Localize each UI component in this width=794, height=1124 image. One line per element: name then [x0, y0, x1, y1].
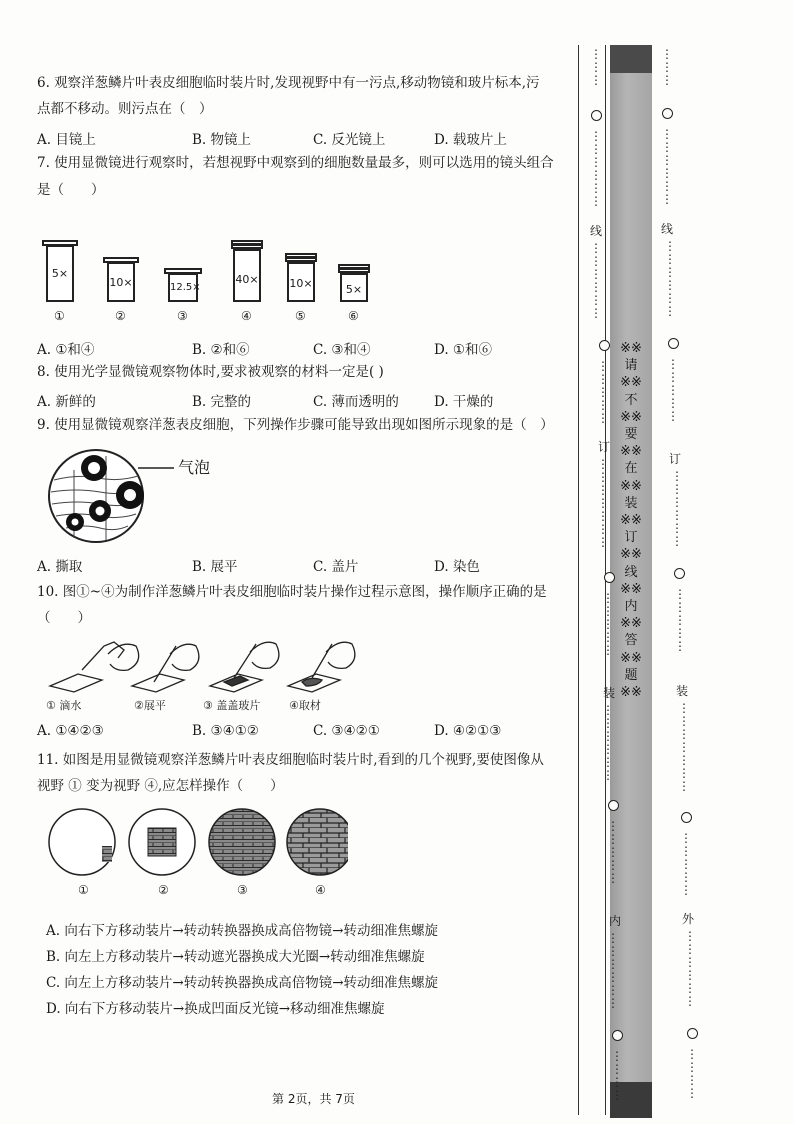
q11-stem-line1: 11. 如图是用显微镜观察洋葱鳞片叶表皮细胞临时装片时,看到的几个视野,要使图像从	[37, 752, 544, 768]
view-2-num: ②	[158, 883, 169, 897]
q9-option-a: A. 撕取	[37, 559, 83, 575]
outer-label-order: 订	[669, 452, 682, 466]
view-3-num: ③	[237, 883, 248, 897]
lens-3	[168, 273, 201, 302]
inner-dots-9: ⋮ ⋮ ⋮ ⋮ ⋮ ⋮	[607, 931, 619, 1010]
q9-option-b: B. 展平	[192, 559, 238, 575]
q7-option-a: A. ①和④	[37, 342, 95, 358]
q11-option-c: C. 向左上方移动装片→转动转换器换成高倍物镜→转动细准焦螺旋	[46, 975, 439, 991]
view-2-object	[148, 828, 176, 856]
q9-option-c: C. 盖片	[313, 559, 359, 575]
lens-6	[340, 273, 368, 302]
lens-5-num: ⑤	[295, 309, 306, 323]
outer-circle-1	[662, 108, 673, 119]
q10-stem-line1: 10. 图①~④为制作洋葱鳞片叶表皮细胞临时装片操作过程示意图，操作顺序正确的是	[37, 584, 547, 600]
binding-notice: ※※请※※不※※要※※在※※装※※订※※线※※内※※答※※题※※	[620, 341, 642, 701]
outer-dots-6: ⋮ ⋮ ⋮ ⋮ ⋮	[674, 587, 686, 653]
binding-band-top	[610, 45, 652, 73]
q8-option-b: B. 完整的	[192, 394, 252, 410]
inner-dots-5: ⋮ ⋮ ⋮ ⋮ ⋮ ⋮ ⋮	[597, 457, 609, 549]
q10-option-c: C. ③④②①	[313, 723, 380, 739]
outer-label-outer: 外	[682, 912, 695, 926]
inner-dots-10: ⋮ ⋮ ⋮ ⋮	[611, 1049, 623, 1102]
q6-option-b: B. 物镜上	[192, 132, 252, 148]
step-4-label: ④取材	[289, 699, 321, 712]
q10-option-a: A. ①④②③	[37, 723, 104, 739]
step-1-hand	[108, 644, 139, 670]
view-1-num: ①	[78, 883, 89, 897]
view-3	[209, 809, 275, 875]
q11-option-a: A. 向右下方移动装片→转动转换器换成高倍物镜→转动细准焦螺旋	[46, 923, 438, 939]
step-3-label: ③ 盖盖玻片	[203, 699, 261, 712]
lens-1-label: 5×	[51, 267, 69, 280]
bubble-2-center	[124, 489, 136, 501]
outer-dots-8: ⋮ ⋮ ⋮ ⋮ ⋮	[680, 831, 692, 897]
q8-option-c: C. 薄而透明的	[313, 394, 399, 410]
outer-dots-2: ⋮ ⋮ ⋮ ⋮ ⋮ ⋮	[661, 127, 673, 206]
q10-option-b: B. ③④①②	[192, 723, 259, 739]
bubble-3-center	[96, 507, 105, 516]
lens-2-num: ②	[115, 309, 126, 323]
q9-option-d: D. 染色	[434, 559, 480, 575]
view-1-object	[102, 846, 112, 862]
bubble-label: 气泡	[178, 458, 211, 477]
inner-dots-7: ⋮ ⋮ ⋮ ⋮ ⋮ ⋮	[602, 703, 614, 782]
bubble-4-center	[72, 519, 79, 526]
lens-4-label: 40×	[235, 273, 259, 286]
inner-label-inner: 内	[609, 914, 622, 928]
q6-option-d: D. 载玻片上	[434, 132, 507, 148]
inner-circle-4	[608, 800, 619, 811]
view-4	[287, 809, 348, 875]
q6-option-c: C. 反光镜上	[313, 132, 386, 148]
lens-6-label: 5×	[345, 283, 363, 296]
outer-dots-3: ⋮ ⋮ ⋮ ⋮ ⋮ ⋮	[664, 239, 676, 318]
lens-3-label: 12.5×	[170, 282, 201, 293]
lens-4-num: ④	[241, 309, 252, 323]
step-3-coverslip	[224, 676, 248, 686]
outer-dots-1: ⋮ ⋮ ⋮	[661, 47, 673, 87]
lens-1-num: ①	[54, 309, 65, 323]
step-2-label: ②展平	[134, 699, 166, 712]
inner-circle-3	[604, 572, 615, 583]
inner-dots-1: ⋮ ⋮ ⋮	[590, 47, 602, 87]
inner-circle-1	[591, 110, 602, 121]
q10-stem-line2: （ ）	[37, 610, 91, 626]
lens-2-label: 10×	[109, 276, 133, 289]
page-footer: 第 2页，共 7页	[272, 1092, 355, 1106]
lens-5-label: 10×	[289, 277, 313, 290]
views-figure	[48, 808, 348, 880]
inner-label-bind: 装	[603, 686, 616, 700]
lens-4	[233, 249, 261, 302]
q7-option-b: B. ②和⑥	[192, 342, 250, 358]
bubble-1-center	[88, 462, 100, 474]
outer-label-line: 线	[661, 222, 674, 236]
inner-label-order: 订	[598, 440, 611, 454]
lens-6-num: ⑥	[348, 309, 359, 323]
lens-5	[287, 262, 315, 302]
inner-dots-4: ⋮ ⋮ ⋮ ⋮ ⋮	[597, 359, 609, 425]
q7-stem-line1: 7. 使用显微镜进行观察时，若想视野中观察到的细胞数量最多，则可以选用的镜头组合	[37, 155, 554, 171]
lens-3-num: ③	[177, 309, 188, 323]
outer-dots-10: ⋮ ⋮ ⋮ ⋮	[686, 1047, 698, 1100]
outer-label-bind: 装	[676, 684, 689, 698]
outer-dots-7: ⋮ ⋮ ⋮ ⋮ ⋮ ⋮ ⋮	[678, 701, 690, 793]
view-4-num: ④	[315, 883, 326, 897]
lens-1	[46, 245, 74, 302]
q10-option-d: D. ④②①③	[434, 723, 502, 739]
q11-option-d: D. 向右下方移动装片→换成凹面反光镜→移动细准焦螺旋	[46, 1001, 385, 1017]
q9-stem: 9. 使用显微镜观察洋葱表皮细胞，下列操作步骤可能导致出现如图所示现象的是（ ）	[37, 417, 554, 433]
inner-dots-2: ⋮ ⋮ ⋮ ⋮ ⋮ ⋮	[590, 129, 602, 208]
outer-circle-4	[681, 812, 692, 823]
outer-dots-4: ⋮ ⋮ ⋮ ⋮ ⋮	[667, 357, 679, 423]
outer-circle-5	[687, 1028, 698, 1039]
q6-stem-line1: 6. 观察洋葱鳞片叶表皮细胞临时装片时,发现视野中有一污点,移动物镜和玻片标本,污	[37, 75, 540, 91]
lens-2	[107, 262, 135, 302]
q8-option-d: D. 干燥的	[434, 394, 494, 410]
outer-border-line	[578, 45, 579, 1115]
q11-option-b: B. 向左上方移动装片→转动遮光器换成大光圈→转动细准焦螺旋	[46, 949, 425, 965]
outer-circle-2	[668, 338, 679, 349]
step-1-slide	[50, 674, 102, 692]
inner-circle-2	[599, 340, 610, 351]
inner-dots-6: ⋮ ⋮ ⋮ ⋮ ⋮	[602, 591, 614, 657]
q8-stem: 8. 使用光学显微镜观察物体时,要求被观察的材料一定是( )	[37, 364, 384, 380]
outer-circle-3	[674, 568, 685, 579]
inner-circle-5	[612, 1030, 623, 1041]
q7-stem-line2: 是（ ）	[37, 182, 105, 198]
inner-dots-3: ⋮ ⋮ ⋮ ⋮ ⋮ ⋮	[590, 241, 602, 320]
outer-dots-9: ⋮ ⋮ ⋮ ⋮ ⋮ ⋮	[684, 929, 696, 1008]
inner-label-line: 线	[590, 224, 603, 238]
q7-option-c: C. ③和④	[313, 342, 371, 358]
q11-stem-line2: 视野 ① 变为视野 ④,应怎样操作（ ）	[37, 778, 284, 794]
slide-steps-figure	[44, 636, 364, 694]
step-1-label: ① 滴水	[46, 699, 82, 712]
q8-option-a: A. 新鲜的	[37, 394, 96, 410]
q7-option-d: D. ①和⑥	[434, 342, 493, 358]
inner-dots-8: ⋮ ⋮ ⋮ ⋮ ⋮	[607, 819, 619, 885]
view-1	[49, 809, 115, 875]
step-4-sample	[302, 678, 322, 686]
q6-stem-line2: 点都不移动。则污点在（ ）	[37, 101, 213, 117]
q6-option-a: A. 目镜上	[37, 132, 96, 148]
outer-dots-5: ⋮ ⋮ ⋮ ⋮ ⋮ ⋮	[671, 469, 683, 548]
